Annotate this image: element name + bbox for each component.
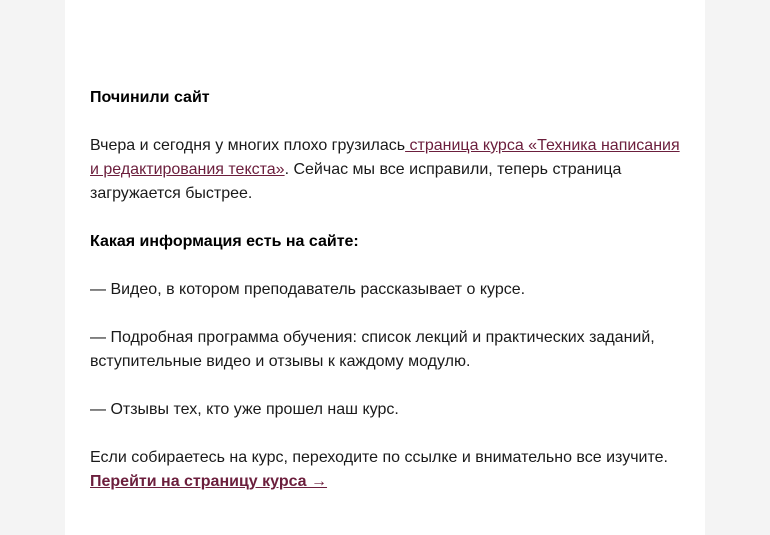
closing-text: Если собираетесь на курс, переходите по ссылке и внимательно все изучите. <box>90 449 668 466</box>
intro-text-before: Вчера и сегодня у многих плохо грузилась <box>90 137 406 154</box>
email-heading: Починили сайт <box>90 89 210 106</box>
course-page-inline-link[interactable]: страница курса «Техника написания и редактирования текста» <box>90 137 680 178</box>
course-page-cta-link[interactable]: Перейти на страницу курса → <box>90 473 328 490</box>
list-item: — Отзывы тех, кто уже прошел наш курс. <box>90 401 399 418</box>
list-item: — Видео, в котором преподаватель рассказывает о курсе. <box>90 281 526 298</box>
list-item: — Подробная программа обучения: список лекций и практических заданий, вступительные видео и отзывы к каждому модулю. <box>90 329 655 370</box>
email-card <box>65 0 705 535</box>
intro-paragraph <box>90 134 680 206</box>
intro-text-after: . Сейчас мы все исправили, теперь страница загружается быстрее. <box>90 161 622 202</box>
email-subheading: Какая информация есть на сайте: <box>90 233 359 250</box>
closing-paragraph <box>90 446 680 494</box>
